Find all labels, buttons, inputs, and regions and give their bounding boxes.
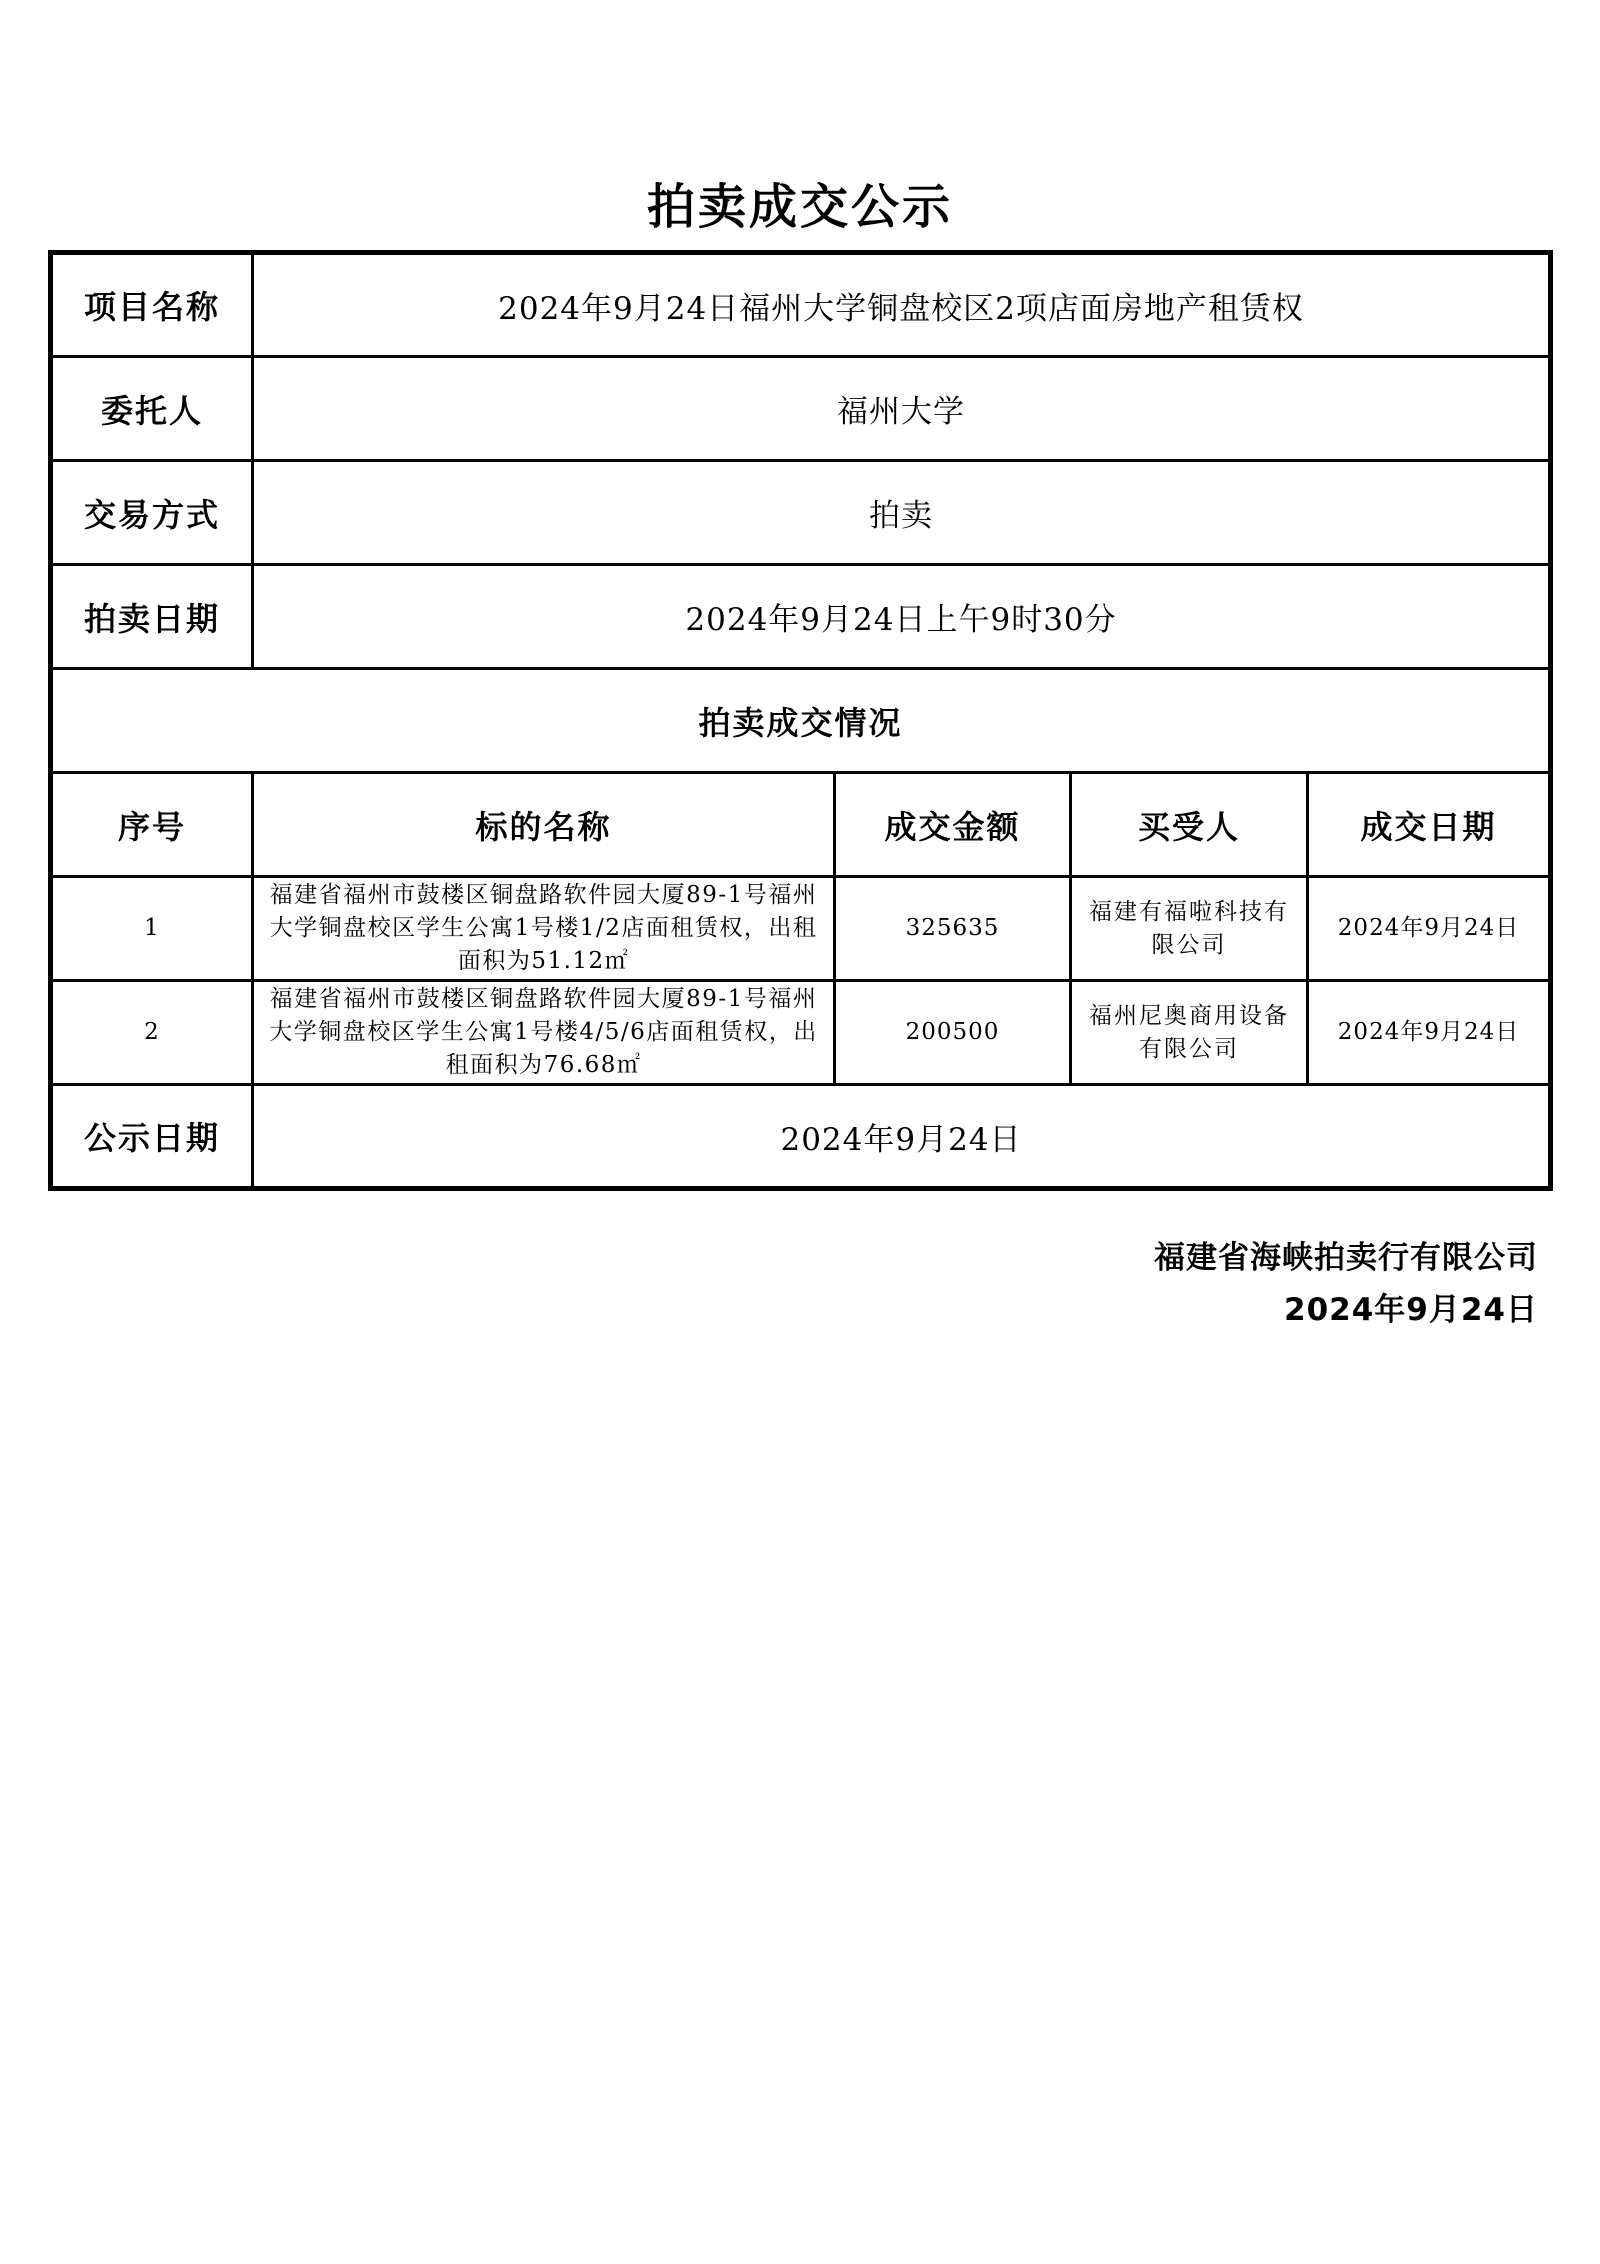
- table-row: [51, 877, 1551, 981]
- row-amount: 200500: [835, 981, 1071, 1085]
- signature-company: 福建省海峡拍卖行有限公司: [1154, 1240, 1538, 1276]
- row-deal-date: 2024年9月24日: [1308, 981, 1551, 1085]
- header-deal-date: 成交日期: [1308, 773, 1551, 877]
- client-row: [51, 357, 1551, 461]
- project-name-value: 2024年9月24日福州大学铜盘校区2项店面房地产租赁权: [253, 253, 1551, 357]
- row-buyer: 福州尼奥商用设备有限公司: [1071, 981, 1308, 1085]
- publication-date-row: [51, 1085, 1551, 1189]
- header-amount: 成交金额: [835, 773, 1071, 877]
- row-amount: 325635: [835, 877, 1071, 981]
- auction-date-row: [51, 565, 1551, 669]
- header-buyer: 买受人: [1071, 773, 1308, 877]
- client-label: 委托人: [51, 357, 253, 461]
- method-row: [51, 461, 1551, 565]
- announcement-table: [48, 250, 1553, 1191]
- method-value: 拍卖: [253, 461, 1551, 565]
- page-title: 拍卖成交公示: [646, 179, 953, 235]
- section-title: 拍卖成交情况: [51, 669, 1551, 773]
- results-header-row: [51, 773, 1551, 877]
- project-name-row: [51, 253, 1551, 357]
- publication-date-label: 公示日期: [51, 1085, 253, 1189]
- auction-date-label: 拍卖日期: [51, 565, 253, 669]
- signature-date: 2024年9月24日: [1284, 1292, 1538, 1328]
- row-index: 1: [51, 877, 253, 981]
- row-item-name: 福建省福州市鼓楼区铜盘路软件园大厦89-1号福州大学铜盘校区学生公寓1号楼1/2店面租赁权，出租面积为51.12㎡: [253, 877, 835, 981]
- project-name-label: 项目名称: [51, 253, 253, 357]
- client-value: 福州大学: [253, 357, 1551, 461]
- row-buyer: 福建有福啦科技有限公司: [1071, 877, 1308, 981]
- table-row: [51, 981, 1551, 1085]
- row-index: 2: [51, 981, 253, 1085]
- row-deal-date: 2024年9月24日: [1308, 877, 1551, 981]
- header-item-name: 标的名称: [253, 773, 835, 877]
- section-title-row: [51, 669, 1551, 773]
- publication-date-value: 2024年9月24日: [253, 1085, 1551, 1189]
- header-index: 序号: [51, 773, 253, 877]
- auction-date-value: 2024年9月24日上午9时30分: [253, 565, 1551, 669]
- method-label: 交易方式: [51, 461, 253, 565]
- row-item-name: 福建省福州市鼓楼区铜盘路软件园大厦89-1号福州大学铜盘校区学生公寓1号楼4/5/6店面租赁权，出租面积为76.68㎡: [253, 981, 835, 1085]
